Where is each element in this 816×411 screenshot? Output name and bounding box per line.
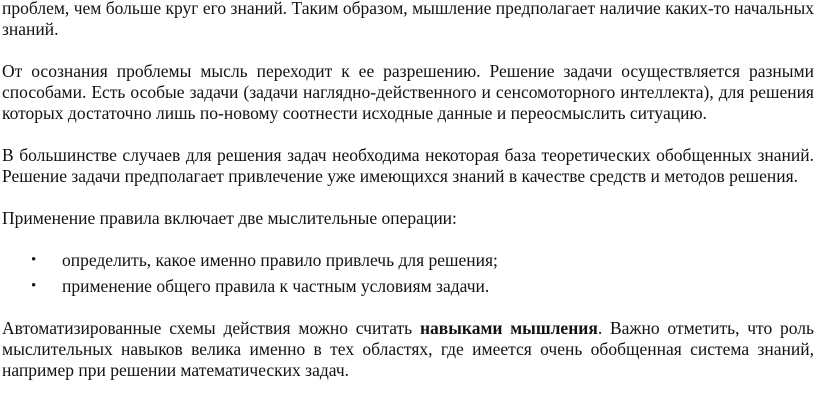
list-item-text: определить, какое именно правило привлечь для решения; — [62, 250, 498, 270]
paragraph-text: Автоматизированные схемы действия можно считать — [2, 318, 420, 338]
paragraph-theoretical-knowledge: В большинстве случаев для решения задач необходима некоторая база теоретических обобщенных знаний. Решение задачи предполагает привлечение уже имеющихся знаний в качестве средств и методов решения. — [2, 145, 814, 186]
bold-term: навыками мышления — [419, 318, 598, 338]
list-item-text: применение общего правила к частным условиям задачи. — [62, 276, 490, 296]
paragraph-intro: проблем, чем больше круг его знаний. Таким образом, мышление предполагает наличие каких-то начальных знаний. — [2, 0, 814, 39]
paragraph-thinking-skills — [2, 318, 814, 381]
list-item — [2, 250, 814, 271]
paragraph-rule-application: Применение правила включает две мыслительные операции: — [2, 208, 457, 228]
bullet-icon: • — [31, 252, 37, 268]
operations-list — [2, 250, 814, 297]
bullet-icon: • — [31, 278, 37, 294]
list-item — [2, 276, 814, 297]
paragraph-problem-solving: От осознания проблемы мысль переходит к ее разрешению. Решение задачи осуществляется разными способами. Есть особые задачи (задачи наглядно-действенного и сенсомоторного интеллекта), для решения которых достаточно лишь по-новому соотнести исходные данные и переосмыслить ситуацию. — [2, 61, 814, 123]
paragraph-text: . Важно отметить, что роль мыслительных навыков велика именно в тех областях, где имеется очень обобщенная система знаний, например при решении математических задач. — [2, 318, 814, 380]
